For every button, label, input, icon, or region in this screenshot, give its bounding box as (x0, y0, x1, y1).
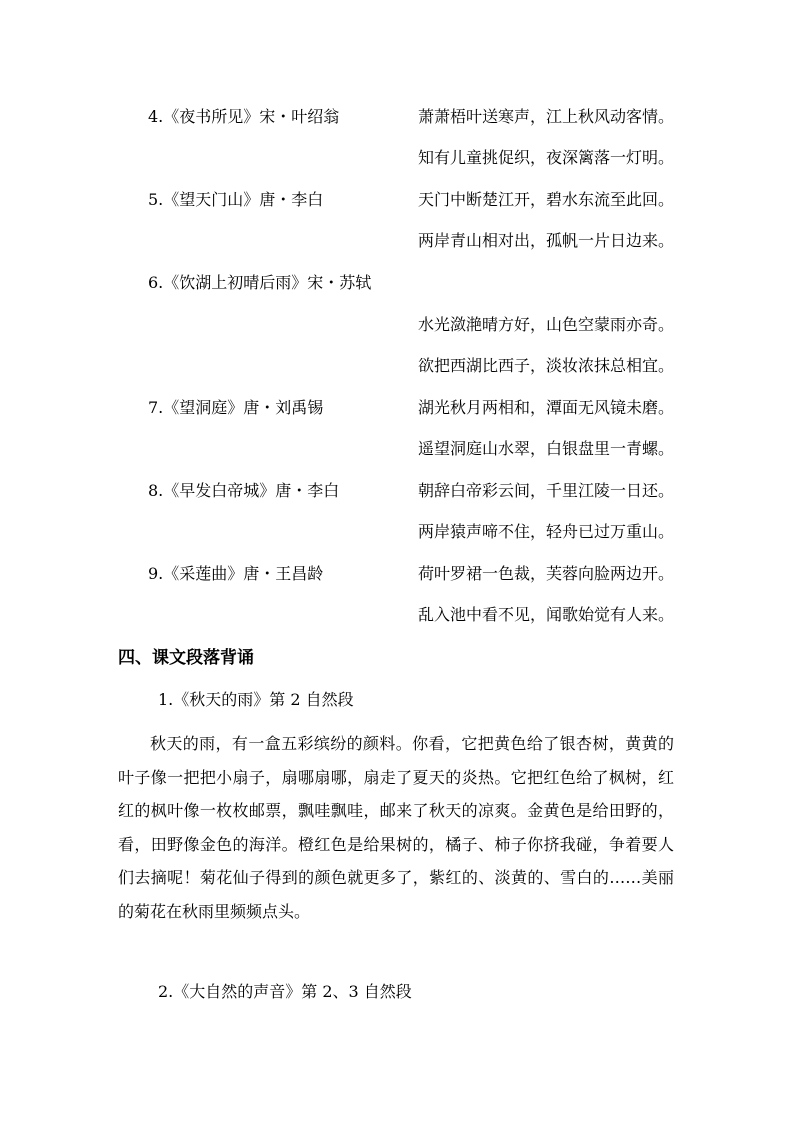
recitation-item-1-paragraph: 秋天的雨，有一盒五彩缤纷的颜料。你看，它把黄色给了银杏树，黄黄的叶子像一把把小扇子，扇哪扇哪，扇走了夏天的炎热。它把红色给了枫树，红红的枫叶像一枚枚邮票，飘哇飘哇，邮来了秋天的凉爽。金黄色是给田野的，看，田野像金色的海洋。橙红色是给果树的，橘子、柿子你挤我碰，争着要人们去摘呢！菊花仙子得到的颜色就更多了，紫红的、淡黄的、雪白的……美丽的菊花在秋雨里频频点头。 (118, 734, 674, 921)
poem-8-line-2: 两岸猿声啼不住，轻舟已过万重山。 (417, 522, 674, 541)
poem-9-title: 9.《采莲曲》唐・王昌龄 (148, 564, 324, 583)
poem-9-line-2: 乱入池中看不见，闻歌始觉有人来。 (417, 605, 674, 624)
poem-4-line-1: 萧萧梧叶送寒声，江上秋风动客情。 (417, 107, 674, 126)
poem-7-title: 7.《望洞庭》唐・刘禹锡 (148, 398, 324, 417)
poem-5-line-1: 天门中断楚江开，碧水东流至此回。 (417, 190, 674, 209)
poem-6-title: 6.《饮湖上初晴后雨》宋・苏轼 (148, 273, 372, 292)
poem-5-line-2: 两岸青山相对出，孤帆一片日边来。 (417, 231, 674, 250)
poem-4-line-2: 知有儿童挑促织，夜深篱落一灯明。 (417, 148, 674, 167)
poem-9-line-1: 荷叶罗裙一色裁，芙蓉向脸两边开。 (417, 564, 674, 583)
recitation-item-1-title: 1.《秋天的雨》第 2 自然段 (158, 690, 354, 709)
poem-6-line-2: 欲把西湖比西子，淡妆浓抹总相宜。 (417, 356, 674, 375)
section-heading: 四、课文段落背诵 (118, 648, 254, 668)
poem-6-line-1: 水光潋滟晴方好，山色空蒙雨亦奇。 (417, 315, 674, 334)
poem-8-line-1: 朝辞白帝彩云间，千里江陵一日还。 (417, 481, 674, 500)
poem-7-line-2: 遥望洞庭山水翠，白银盘里一青螺。 (417, 439, 674, 458)
poem-5-title: 5.《望天门山》唐・李白 (148, 190, 324, 209)
poem-8-title: 8.《早发白帝城》唐・李白 (148, 481, 340, 500)
poem-4-title: 4.《夜书所见》宋・叶绍翁 (148, 107, 340, 126)
recitation-item-2-title: 2.《大自然的声音》第 2、3 自然段 (158, 982, 412, 1001)
poem-7-line-1: 湖光秋月两相和，潭面无风镜未磨。 (417, 398, 674, 417)
